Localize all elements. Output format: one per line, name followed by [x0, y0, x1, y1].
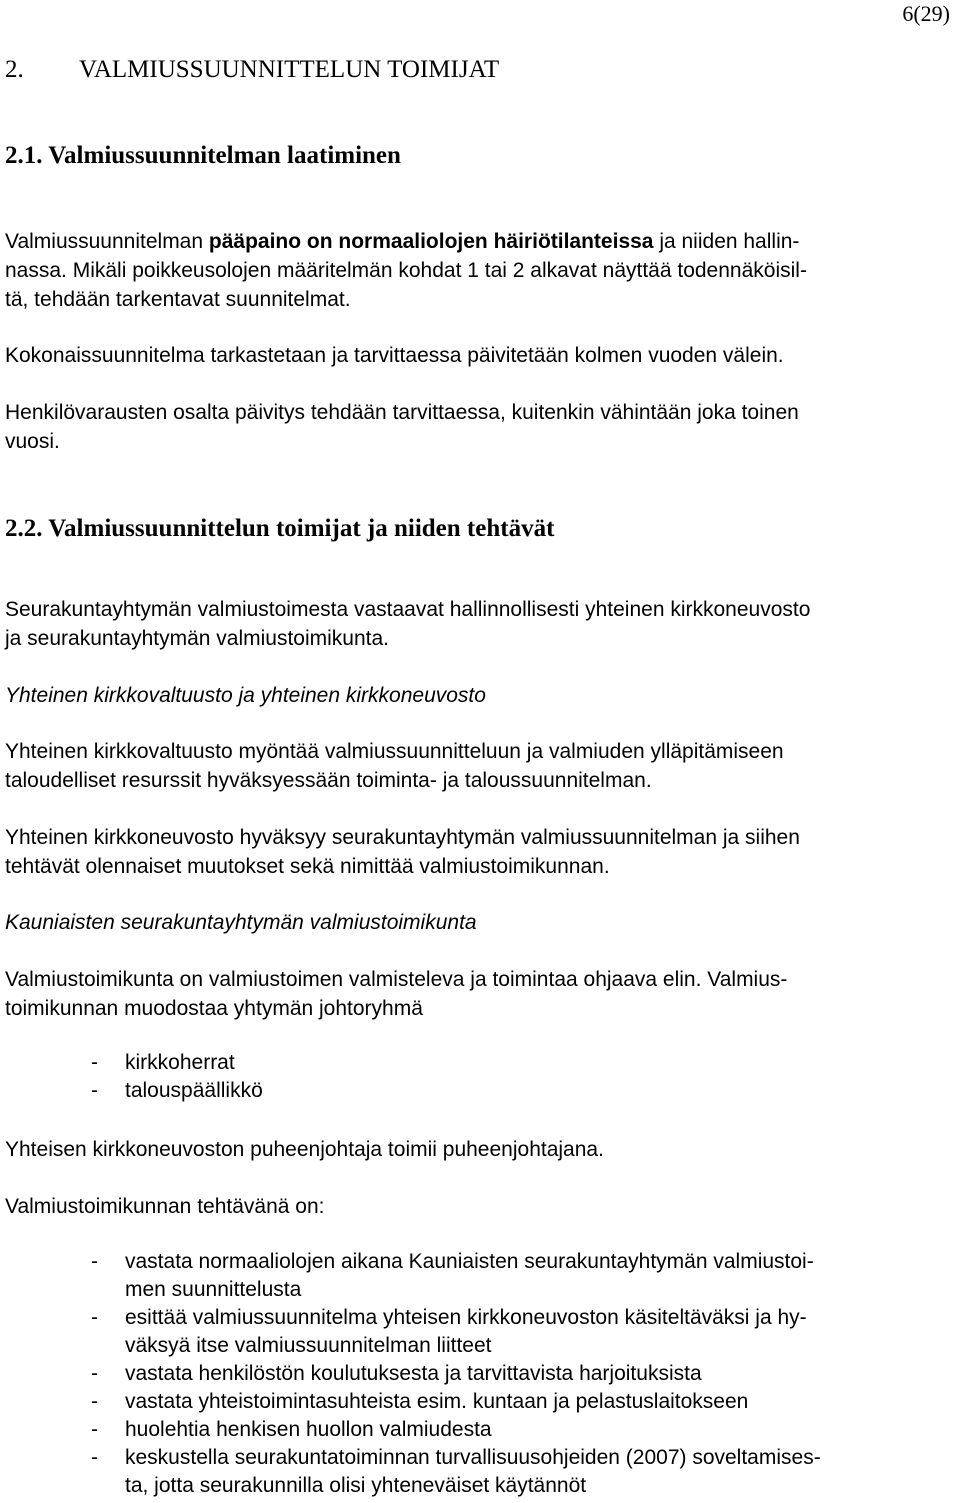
- paragraph-line: Valmiustoimikunnan tehtävänä on:: [5, 1195, 325, 1218]
- list-item-text: väksyä itse valmiussuunnitelman liitteet: [125, 1334, 492, 1357]
- list-item: [5, 1360, 955, 1388]
- text-run: Valmiussuunnitelman: [5, 230, 209, 253]
- paragraph-main-emphasis: [5, 227, 955, 314]
- list-item-text: huolehtia henkisen huollon valmiudesta: [125, 1418, 492, 1441]
- list-item: [5, 1077, 955, 1105]
- list-item-text: men suunnittelusta: [125, 1278, 302, 1301]
- paragraph-review-cycle: [5, 341, 955, 370]
- list-dash: -: [91, 1446, 98, 1469]
- paragraph-line: taloudelliset resurssit hyväksyessään toiminta- ja taloussuunnitelman.: [5, 769, 652, 792]
- paragraph-tasks-intro: [5, 1192, 955, 1221]
- list-item: [5, 1444, 955, 1500]
- paragraph-line: tä, tehdään tarkentavat suunnitelmat.: [5, 288, 351, 311]
- bold-text: pääpaino on normaaliolojen häiriötilanteissa: [208, 230, 654, 253]
- paragraph-line: Yhteinen kirkkoneuvosto hyväksyy seurakuntayhtymän valmiussuunnitelman ja siihen: [5, 826, 800, 849]
- list-item-text: vastata normaaliolojen aikana Kauniaisten seurakuntayhtymän valmiustoi-: [125, 1250, 814, 1273]
- page-number: 6(29): [902, 1, 950, 26]
- text-run: ja niiden hallin-: [653, 230, 800, 253]
- committee-tasks-list: [5, 1248, 955, 1500]
- subsection-heading-2-1: 2.1. Valmiussuunnitelman laatiminen: [5, 142, 401, 169]
- paragraph-council-resources: [5, 737, 955, 795]
- section-title: VALMIUSSUUNNITTELUN TOIMIJAT: [79, 56, 500, 83]
- italic-subheading-council: [5, 681, 955, 710]
- paragraph-line: [5, 227, 955, 256]
- paragraph-responsibility: [5, 595, 955, 653]
- paragraph-board-approval: [5, 823, 955, 881]
- paragraph-line: Valmiustoimikunta on valmiustoimen valmisteleva ja toimintaa ohjaava elin. Valmius-: [5, 968, 788, 991]
- list-dash: -: [91, 1306, 98, 1329]
- paragraph-chairperson: [5, 1135, 955, 1164]
- paragraph-line: Seurakuntayhtymän valmiustoimesta vastaavat hallinnollisesti yhteinen kirkkoneuvosto: [5, 598, 811, 621]
- section-heading-2: [5, 55, 499, 85]
- italic-subheading-committee: [5, 908, 955, 937]
- list-dash: -: [91, 1079, 98, 1102]
- list-item-text: vastata yhteistoimintasuhteista esim. kuntaan ja pelastuslaitokseen: [125, 1390, 749, 1413]
- list-item: [5, 1304, 955, 1360]
- paragraph-line: ja seurakuntayhtymän valmiustoimikunta.: [5, 627, 390, 650]
- list-item-text: talouspäällikkö: [125, 1079, 263, 1102]
- paragraph-line: vuosi.: [5, 430, 60, 453]
- list-item-text: kirkkoherrat: [125, 1051, 235, 1074]
- list-item: [5, 1388, 955, 1416]
- list-dash: -: [91, 1418, 98, 1441]
- paragraph-line: Henkilövarausten osalta päivitys tehdään tarvittaessa, kuitenkin vähintään joka toinen: [5, 401, 799, 424]
- list-item-text: esittää valmiussuunnitelma yhteisen kirkkoneuvoston käsiteltäväksi ja hy-: [125, 1306, 807, 1329]
- section-number: 2.: [5, 56, 24, 83]
- paragraph-line: Yhteisen kirkkoneuvoston puheenjohtaja toimii puheenjohtajana.: [5, 1138, 604, 1161]
- list-item-text: ta, jotta seurakunnilla olisi yhteneväiset käytännöt: [125, 1474, 587, 1497]
- list-item: [5, 1416, 955, 1444]
- paragraph-line: nassa. Mikäli poikkeusolojen määritelmän kohdat 1 tai 2 alkavat näyttää todennäköisil-: [5, 259, 807, 282]
- committee-members-list: [5, 1049, 955, 1105]
- paragraph-personnel-update: [5, 398, 955, 456]
- paragraph-line: Yhteinen kirkkovaltuusto myöntää valmiussuunnitteluun ja valmiuden ylläpitämiseen: [5, 740, 784, 763]
- list-dash: -: [91, 1051, 98, 1074]
- list-item: [5, 1248, 955, 1304]
- paragraph-line: tehtävät olennaiset muutokset sekä nimittää valmiustoimikunnan.: [5, 855, 610, 878]
- paragraph-line: Kauniaisten seurakuntayhtymän valmiustoimikunta: [5, 911, 477, 934]
- paragraph-line: Kokonaissuunnitelma tarkastetaan ja tarvittaessa päivitetään kolmen vuoden välein.: [5, 344, 784, 367]
- paragraph-line: toimikunnan muodostaa yhtymän johtoryhmä: [5, 997, 423, 1020]
- list-item-text: vastata henkilöstön koulutuksesta ja tarvittavista harjoituksista: [125, 1362, 702, 1385]
- subsection-heading-2-2: 2.2. Valmiussuunnittelun toimijat ja niiden tehtävät: [5, 515, 555, 542]
- list-item-text: keskustella seurakuntatoiminnan turvallisuusohjeiden (2007) soveltamises-: [125, 1446, 821, 1469]
- list-item: [5, 1049, 955, 1077]
- paragraph-line: Yhteinen kirkkovaltuusto ja yhteinen kirkkoneuvosto: [5, 684, 486, 707]
- list-dash: -: [91, 1250, 98, 1273]
- list-dash: -: [91, 1390, 98, 1413]
- paragraph-committee-role: [5, 965, 955, 1023]
- list-dash: -: [91, 1362, 98, 1385]
